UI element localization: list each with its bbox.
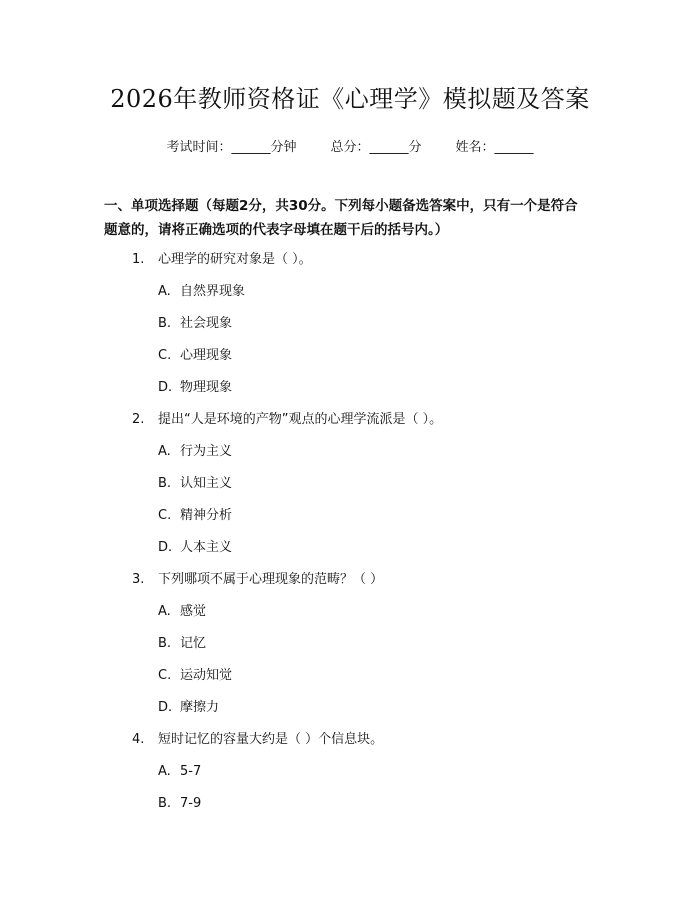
option-a <box>158 282 596 302</box>
exam-info-row <box>104 138 596 158</box>
option-c <box>158 346 596 366</box>
option-letter: B. <box>158 476 172 491</box>
option-letter: D. <box>158 380 173 395</box>
total-score-field: 总分：______分 <box>330 140 422 155</box>
option-a <box>158 602 596 622</box>
option-b <box>158 474 596 494</box>
option-b <box>158 794 596 814</box>
question-2 <box>104 410 596 558</box>
option-letter: A. <box>158 284 171 299</box>
option-letter: B. <box>158 636 172 651</box>
option-text: 运动知觉 <box>180 668 233 683</box>
option-text: 感觉 <box>180 604 207 619</box>
option-letter: A. <box>158 604 171 619</box>
option-c <box>158 506 596 526</box>
option-text: 物理现象 <box>180 380 233 395</box>
option-text: 精神分析 <box>180 508 233 523</box>
question-text: 短时记忆的容量大约是（ ）个信息块。 <box>158 732 384 747</box>
option-letter: B. <box>158 316 172 331</box>
option-b <box>158 314 596 334</box>
option-text: 摩擦力 <box>180 700 220 715</box>
option-letter: D. <box>158 700 173 715</box>
option-letter: B. <box>158 796 172 811</box>
question-number: 1. <box>132 252 145 267</box>
exam-time-field: 考试时间：______分钟 <box>166 140 297 155</box>
option-letter: C. <box>158 348 172 363</box>
option-text: 5-7 <box>180 764 202 779</box>
option-b <box>158 634 596 654</box>
question-text: 提出“人是环境的产物”观点的心理学流派是（ ）。 <box>158 412 443 427</box>
section-header-line-2: 题意的，请将正确选项的代表字母填在题干后的括号内。） <box>104 222 449 238</box>
question-text: 心理学的研究对象是（ ）。 <box>158 252 312 267</box>
option-text: 认知主义 <box>180 476 233 491</box>
option-a <box>158 762 596 782</box>
question-number: 3. <box>132 572 145 587</box>
question-3 <box>104 570 596 718</box>
option-d <box>158 698 596 718</box>
question-4 <box>104 730 596 814</box>
option-c <box>158 666 596 686</box>
question-number: 2. <box>132 412 145 427</box>
option-letter: A. <box>158 444 171 459</box>
section-header-line-1: 一、单项选择题（每题2分，共30分。下列每小题备选答案中，只有一个是符合 <box>104 198 578 214</box>
question-1 <box>104 250 596 398</box>
option-text: 记忆 <box>180 636 207 651</box>
option-d <box>158 538 596 558</box>
name-field: 姓名：______ <box>455 140 534 155</box>
page-title: 2026年教师资格证《心理学》模拟题及答案 <box>110 85 590 113</box>
question-stem <box>132 250 596 270</box>
option-text: 7-9 <box>180 796 202 811</box>
option-text: 行为主义 <box>180 444 233 459</box>
question-stem <box>132 410 596 430</box>
question-number: 4. <box>132 732 145 747</box>
option-text: 心理现象 <box>180 348 233 363</box>
option-letter: C. <box>158 508 172 523</box>
option-text: 自然界现象 <box>180 284 246 299</box>
option-letter: C. <box>158 668 172 683</box>
option-d <box>158 378 596 398</box>
question-text: 下列哪项不属于心理现象的范畴？（ ） <box>158 572 384 587</box>
option-letter: D. <box>158 540 173 555</box>
section-header <box>104 194 596 242</box>
option-text: 社会现象 <box>180 316 233 331</box>
option-letter: A. <box>158 764 171 779</box>
question-stem <box>132 570 596 590</box>
option-text: 人本主义 <box>180 540 233 555</box>
option-a <box>158 442 596 462</box>
question-stem <box>132 730 596 750</box>
